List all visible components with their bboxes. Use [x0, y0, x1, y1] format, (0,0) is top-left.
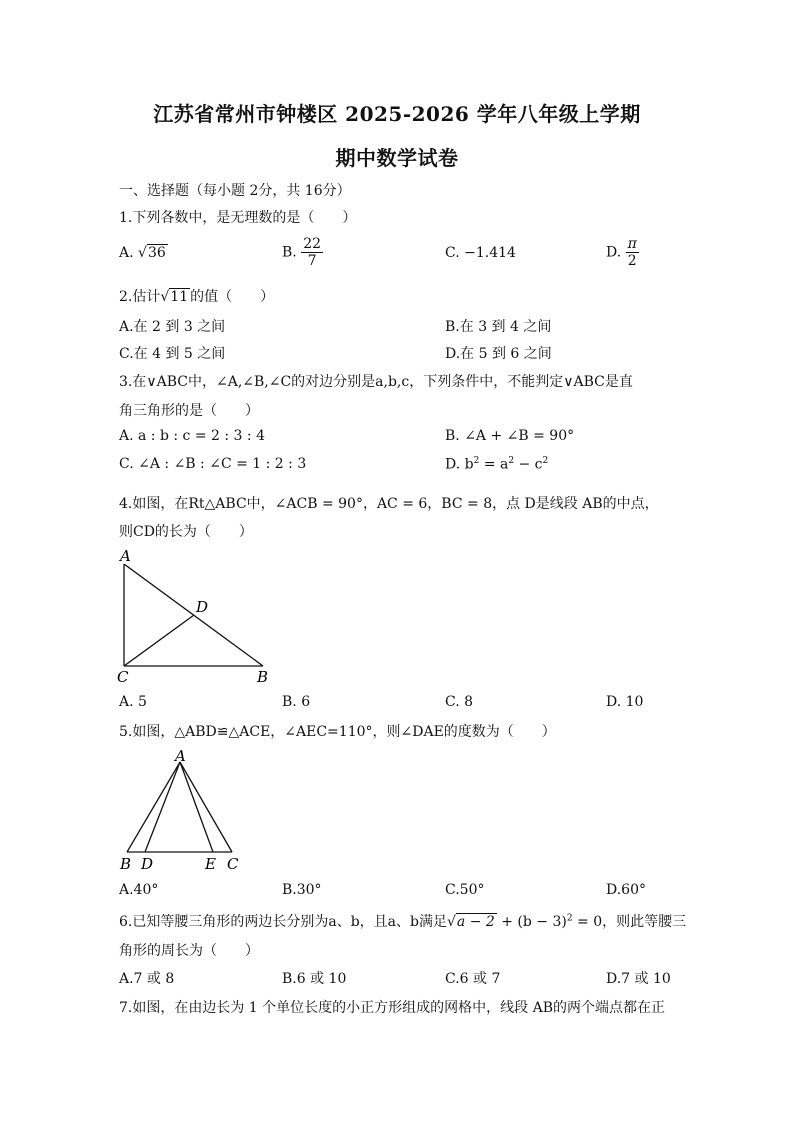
section-heading: 一、选择题（每小题 2分，共 16分） — [119, 183, 351, 199]
fraction — [301, 236, 323, 269]
option-label: B. — [282, 244, 297, 261]
label-a: A — [175, 748, 186, 765]
q1-option-a[interactable]: A. √36 — [119, 245, 166, 261]
stem-text: 的值（ ） — [190, 289, 275, 305]
label-b: B — [120, 855, 132, 873]
radicand: 36 — [147, 245, 166, 261]
q2-option-c[interactable]: C.在 4 到 5 之间 — [119, 346, 226, 362]
numerator: π — [627, 236, 637, 252]
exponent: 2 — [542, 456, 549, 466]
q4-option-c[interactable]: C. 8 — [445, 694, 474, 710]
q4-triangle-figure — [112, 546, 282, 686]
option-label: A. — [119, 245, 134, 261]
expr: − c — [514, 456, 543, 473]
q3-option-b[interactable]: B. ∠A + ∠B = 90° — [445, 428, 575, 444]
option-label: D. — [606, 244, 622, 261]
q7-stem-line1: 7.如图，在由边长为 1 个单位长度的小正方形组成的网格中，线段 AB的两个端点都在正 — [119, 1000, 666, 1016]
q6-option-c[interactable]: C.6 或 7 — [445, 971, 501, 987]
exam-title-line1: 江苏省常州市钟楼区 2025-2026 学年八年级上学期 — [153, 102, 641, 126]
q6-option-d[interactable]: D.7 或 10 — [606, 971, 671, 987]
label-a: A — [120, 547, 131, 565]
radicand: 11 — [170, 289, 189, 305]
side-ac — [180, 762, 232, 852]
denominator: 2 — [627, 253, 637, 269]
q3-option-d[interactable] — [445, 456, 548, 473]
label-e: E — [205, 855, 216, 873]
q3-stem-line2: 角三角形的是（ ） — [119, 403, 259, 419]
q5-option-d[interactable]: D.60° — [606, 882, 646, 898]
label-d: D — [141, 855, 154, 873]
numerator: 22 — [303, 236, 322, 252]
label-c: C — [227, 855, 239, 873]
segment-cd — [124, 615, 194, 666]
fraction — [626, 236, 639, 269]
q6-option-a[interactable]: A.7 或 8 — [119, 971, 175, 987]
q1-option-c[interactable]: C. −1.414 — [445, 245, 516, 261]
side-ab — [127, 762, 180, 852]
segment-ad — [145, 762, 180, 852]
label-c: C — [117, 668, 129, 686]
q4-option-d[interactable]: D. 10 — [606, 694, 644, 710]
q2-option-a[interactable]: A.在 2 到 3 之间 — [119, 319, 226, 335]
q2-stem: 2.估计√11 的值（ ） — [119, 289, 275, 305]
q3-stem-line1: 3.在∨ABC中，∠A,∠B,∠C的对边分别是a,b,c，下列条件中，不能判定∨ABC是直 — [119, 374, 633, 390]
stem-text: = 0，则此等腰三 — [572, 914, 687, 930]
q6-stem-line2: 角形的周长为（ ） — [119, 943, 259, 959]
expr: = a — [479, 456, 509, 473]
label-d: D — [196, 598, 209, 616]
q1-option-b[interactable] — [282, 236, 323, 269]
exam-title-line2: 期中数学试卷 — [335, 146, 459, 170]
q6-stem-line1: 6.已知等腰三角形的两边长分别为a、b，且a、b满足$√a - 2 + (b - 3)^2 = 0$，则此等腰三 — [119, 913, 687, 930]
q4-option-a[interactable]: A. 5 — [119, 694, 147, 710]
segment-ae — [180, 762, 213, 852]
q2-option-d[interactable]: D.在 5 到 6 之间 — [445, 346, 552, 362]
radicand: a − 2 — [456, 914, 495, 930]
q1-option-d[interactable] — [606, 236, 639, 269]
exponent: 2 — [566, 913, 573, 924]
q3-option-c[interactable]: C. ∠A : ∠B : ∠C = 1 : 2 : 3 — [119, 456, 307, 472]
q6-option-b[interactable]: B.6 或 10 — [282, 971, 347, 987]
q3-option-a[interactable]: A. a : b : c = 2 : 3 : 4 — [119, 428, 265, 444]
label-b: B — [257, 668, 269, 686]
exponent: 2 — [473, 456, 480, 466]
q5-stem: 5.如图，△ABD≌△ACE，∠AEC=110°，则∠DAE的度数为（ ） — [119, 724, 556, 740]
q2-option-b[interactable]: B.在 3 到 4 之间 — [445, 319, 552, 335]
q5-option-c[interactable]: C.50° — [445, 882, 485, 898]
denominator: 7 — [307, 253, 317, 269]
q4-option-b[interactable]: B. 6 — [282, 694, 311, 710]
expr: D. b — [445, 456, 474, 473]
q5-option-a[interactable]: A.40° — [119, 882, 159, 898]
q5-option-b[interactable]: B.30° — [282, 882, 322, 898]
q4-stem-line2: 则CD的长为（ ） — [119, 524, 253, 540]
q5-triangle-figure — [112, 748, 252, 874]
q1-stem: 1.下列各数中，是无理数的是（ ） — [119, 210, 357, 226]
stem-text: 2.估计 — [119, 289, 161, 305]
stem-text: 6.已知等腰三角形的两边长分别为a、b，且a、b满足 — [119, 914, 447, 930]
exponent: 2 — [508, 456, 515, 466]
q4-stem-line1: 4.如图，在Rt△ABC中，∠ACB = 90°，AC = 6，BC = 8，点 D是线段 AB的中点， — [119, 496, 659, 512]
stem-text: + (b − 3) — [496, 914, 567, 930]
